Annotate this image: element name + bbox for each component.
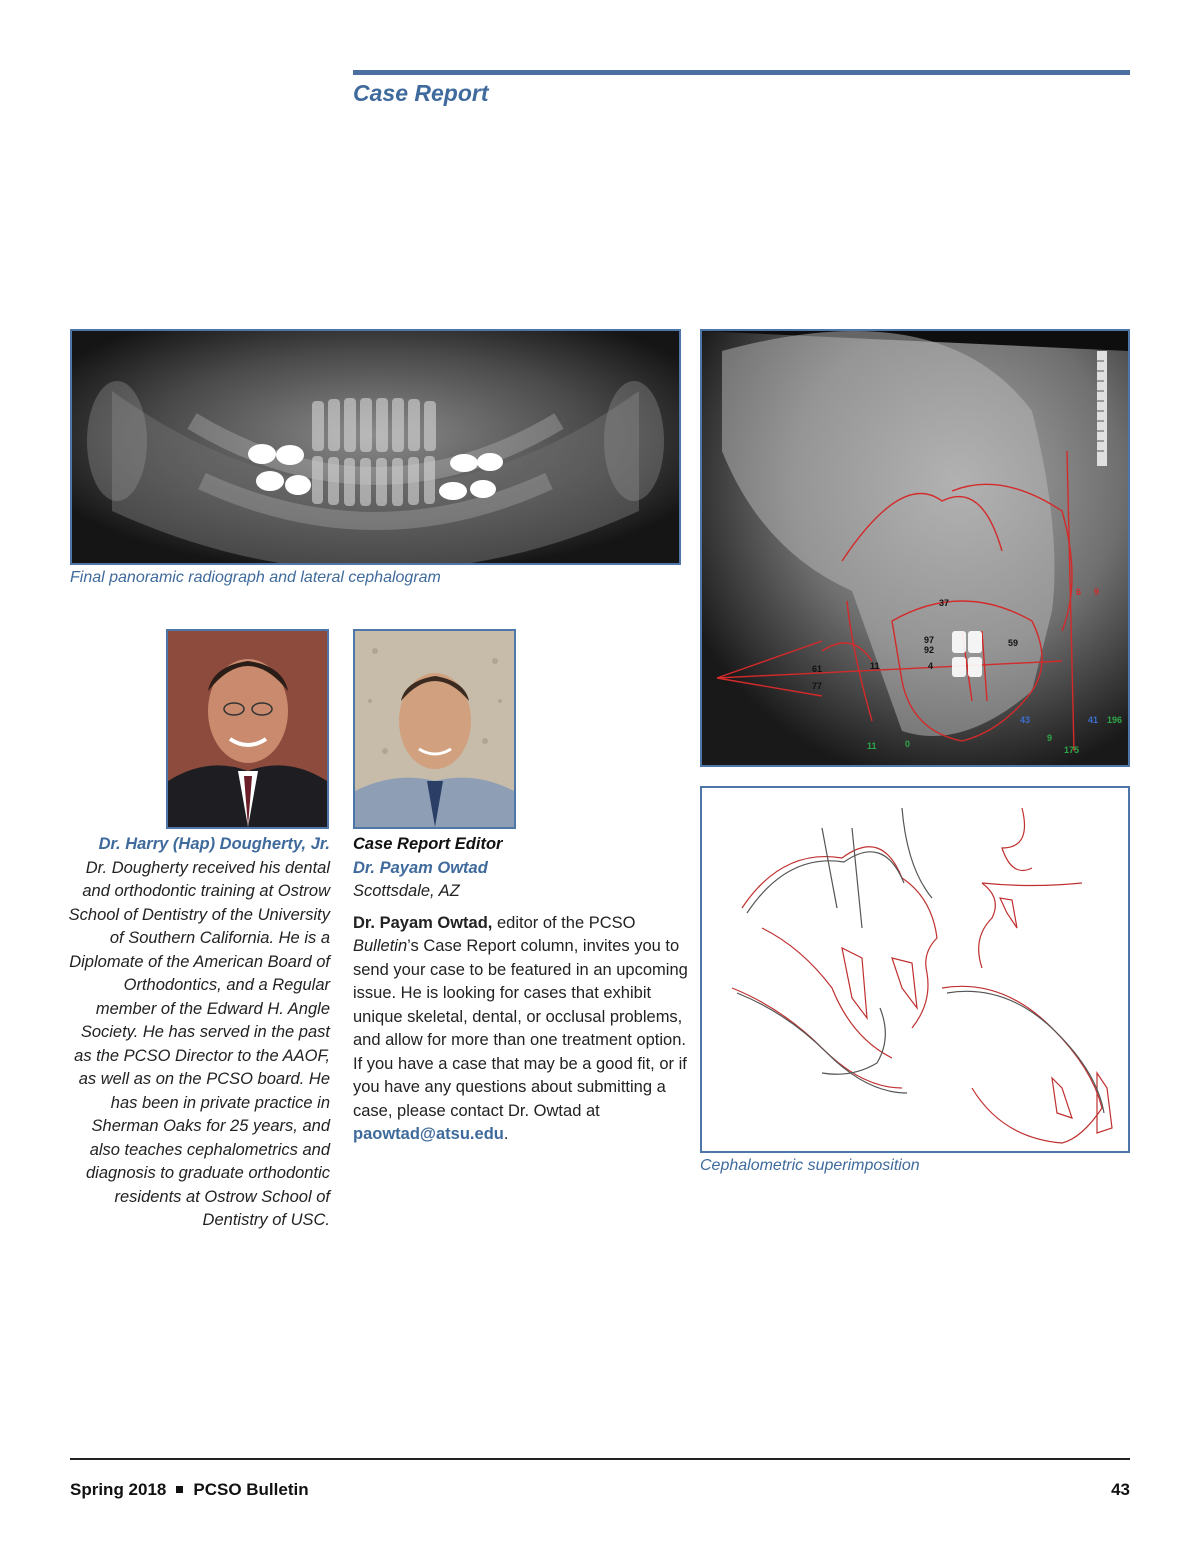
ceph-label: 37 [939, 598, 950, 608]
ceph-label: 9 [1094, 587, 1100, 597]
ceph-label: 92 [924, 645, 935, 655]
editor-invitation-paragraph [353, 912, 688, 1147]
editor-role: Case Report Editor [353, 835, 503, 853]
ceph-label: 9 [1047, 733, 1053, 743]
ceph-label: 4 [928, 661, 934, 671]
footer-publication-name: PCSO Bulletin [193, 1480, 309, 1499]
ceph-label: 11 [867, 741, 877, 751]
editor-location: Scottsdale, AZ [353, 882, 460, 900]
page-number: 43 [1111, 1480, 1130, 1499]
author-bio: Dr. Dougherty received his dental and orthodontic training at Ostrow School of Dentistry of the University of Southern California. He is a Diplomate of the American Board of Orthodontics, and a Regular member of the Edward H. Angle Society. He has served in the past as the PCSO Director to the AAOF, as well as on the PCSO board. He has been in private practice in Sherman Oaks for 25 years, and also teaches cephalometrics and diagnosis to graduate orthodontic residents at Ostrow School of Dentistry of USC. [68, 858, 330, 1229]
ceph-label: 196 [1107, 715, 1123, 725]
editor-block [353, 833, 688, 1147]
ceph-label: 61 [812, 664, 823, 674]
editor-body-part2: ’s Case Report column, invites you to send your case to be featured in an upcoming issue. He is looking for cases that exhibit unique skeletal, dental, or occlusal problems, and allow for more than one treatment option. If you have a case that may be a good fit, or if you have any questions about submitting a case, please contact Dr. Owtad at [353, 937, 688, 1120]
author-bio-block [60, 833, 330, 1233]
editor-body-end: . [503, 1125, 509, 1143]
ceph-label: 0 [905, 739, 911, 749]
ceph-label: 6 [1076, 587, 1082, 597]
author-portrait-image [166, 629, 329, 829]
ceph-label: 11 [870, 661, 880, 671]
editor-body-part1: editor of the PCSO [492, 913, 636, 932]
ceph-label: 77 [812, 681, 823, 691]
editor-portrait-image [353, 629, 516, 829]
superimposition-caption: Cephalometric superimposition [700, 1157, 920, 1174]
lateral-cephalogram-image [700, 329, 1130, 767]
header-rule [353, 70, 1130, 75]
editor-email-link[interactable]: paowtad@atsu.edu [353, 1125, 504, 1143]
panoramic-caption: Final panoramic radiograph and lateral cephalogram [70, 569, 441, 586]
editor-name: Dr. Payam Owtad [353, 858, 488, 877]
section-title: Case Report [353, 80, 489, 106]
bulletin-word: Bulletin [353, 937, 408, 955]
ceph-label: 97 [924, 635, 935, 645]
author-name: Dr. Harry (Hap) Dougherty, Jr. [98, 835, 330, 853]
footer-rule [70, 1458, 1130, 1460]
footer-season: Spring 2018 [70, 1480, 167, 1499]
ceph-label: 175 [1064, 745, 1080, 755]
ceph-label: 41 [1088, 715, 1099, 725]
ceph-label: 59 [1008, 638, 1019, 648]
cephalometric-superimposition-image [700, 786, 1130, 1153]
editor-lead-name: Dr. Payam Owtad, [353, 913, 493, 932]
panoramic-radiograph-image [70, 329, 681, 565]
bullet-separator-icon [176, 1486, 183, 1493]
footer-publication [70, 1480, 309, 1500]
ceph-label: 43 [1020, 715, 1031, 725]
